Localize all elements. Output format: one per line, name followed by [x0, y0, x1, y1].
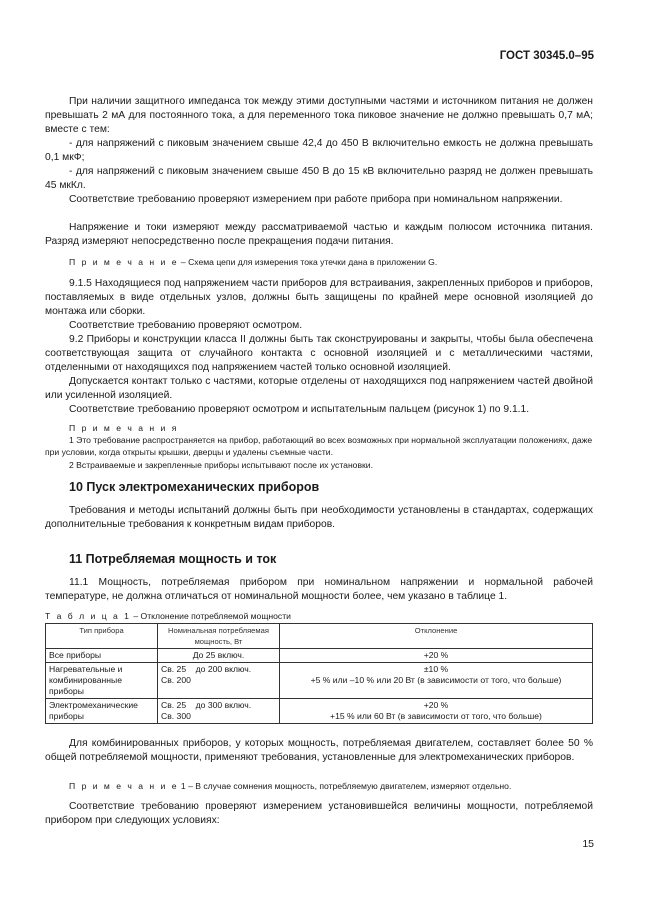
table-cell: Электромеханические приборы [46, 699, 158, 724]
note-item: 2 Встраиваемые и закрепленные приборы испытывают после их установки. [69, 460, 373, 470]
section-heading: 11 Потребляемая мощность и ток [69, 552, 277, 566]
table-caption [45, 611, 291, 621]
note-text: – Схема цепи для измерения тока утечки дана в приложении G. [178, 257, 438, 267]
paragraph: Соответствие требованию проверяют осмотром и испытательным пальцем (рисунок 1) по 9.1.1. [69, 404, 530, 415]
cell-line: ±10 % [423, 664, 449, 674]
note-item: 1 Это требование распространяется на прибор, работающий во всех возможных при нормальной эксплуатации положениях, даже при условии, когда открыты крышки, дверцы и удалены съемные части. [45, 435, 593, 458]
table-header-row [46, 624, 593, 649]
cell-line: +15 % или 60 Вт (в зависимости от того, что больше) [330, 711, 542, 721]
table-header: Номинальная потребляемая мощность, Вт [158, 624, 280, 649]
table-header: Отклонение [280, 624, 593, 649]
table-row [46, 663, 593, 699]
paragraph: Требования и методы испытаний должны быть при необходимости установлены в стандартах, содержащих дополнительные требования к конкретным видам приборов. [45, 505, 593, 531]
table-cell [158, 699, 280, 724]
table-header: Тип прибора [46, 624, 158, 649]
table-cell [158, 663, 280, 699]
paragraph: - для напряжений с пиковым значением свыше 450 В до 15 кВ включительно разряд не должен превышать 45 мкКл. [45, 166, 593, 192]
paragraph: 9.1.5 Находящиеся под напряжением части приборов для встраивания, закрепленных приборов и приборов, поставляемых в виде отдельных узлов, должны быть защищены по крайней мере основной изоляцией до монтажа или сборки. [45, 278, 593, 318]
paragraph: При наличии защитного импеданса ток между этими доступными частями и источником питания не должен превышать 2 мА для постоянного тока, а для переменного тока пиковое значение не должно превышать 0,7 мА; вместе с тем: [45, 96, 593, 136]
cell-line: Св. 300 [161, 711, 191, 721]
table-caption-label: Т а б л и ц а 1 [45, 611, 131, 621]
paragraph: Для комбинированных приборов, у которых мощность, потребляемая двигателем, составляет более 50 % общей потребляемой мощности, применяют требования, установленные для электромеханических приборов. [45, 738, 593, 764]
table-row [46, 699, 593, 724]
cell-line: Св. 25 до 300 включ. [161, 700, 252, 710]
cell-line: +5 % или –10 % или 20 Вт (в зависимости от того, что больше) [310, 675, 562, 685]
cell-line: +20 % [423, 700, 449, 710]
paragraph: Соответствие требованию проверяют измерением при работе прибора при номинальном напряжении. [69, 194, 563, 205]
cell-line: Св. 25 до 200 включ. [161, 664, 252, 674]
document-id: ГОСТ 30345.0–95 [499, 50, 594, 62]
note [45, 780, 593, 792]
note-label: П р и м е ч а н и е [69, 781, 179, 791]
paragraph: Соответствие требованию проверяют измерением установившейся величины мощности, потребляемой прибором при следующих условиях: [45, 801, 593, 827]
note [45, 256, 593, 268]
table-cell: До 25 включ. [158, 649, 280, 663]
section-heading: 10 Пуск электромеханических приборов [69, 480, 320, 494]
paragraph: - для напряжений с пиковым значением свыше 42,4 до 450 В включительно емкость не должна превышать 0,1 мкФ; [45, 138, 593, 164]
paragraph: Допускается контакт только с частями, которые отделены от находящихся под напряжением частей двойной или усиленной изоляцией. [45, 376, 593, 402]
page-number: 15 [582, 838, 594, 850]
table-cell: Все приборы [46, 649, 158, 663]
paragraph: Соответствие требованию проверяют осмотром. [69, 320, 303, 331]
paragraph: 9.2 Приборы и конструкции класса II должны быть так сконструированы и закрыты, чтобы была обеспечена соответствующая защита от случайного контакта с основной изоляцией и с металлическими частями, отделенными от находящихся под напряжением частей только основной изоляцией. [45, 334, 593, 374]
table-cell [280, 663, 593, 699]
cell-line: Св. 200 [161, 675, 191, 685]
power-deviation-table [45, 623, 593, 724]
notes-label-text: П р и м е ч а н и я [69, 423, 179, 433]
paragraph: Напряжение и токи измеряют между рассматриваемой частью и каждым полюсом источника питания. Разряд измеряют непосредственно после прекращения подачи питания. [45, 222, 593, 248]
note-text: 1 – В случае сомнения мощность, потребляемую двигателем, измеряют отдельно. [178, 781, 512, 791]
table-cell: +20 % [280, 649, 593, 663]
note-label: П р и м е ч а н и е [69, 257, 179, 267]
table-cell: Нагревательные и комбинированные приборы [46, 663, 158, 699]
table-caption-text: – Отклонение потребляемой мощности [130, 611, 291, 621]
table-row [46, 649, 593, 663]
paragraph: 11.1 Мощность, потребляемая прибором при номинальном напряжении и нормальной рабочей температуре, не должна отличаться от номинальной мощности более, чем указано в таблице 1. [45, 577, 593, 603]
notes-label [45, 422, 593, 434]
table-cell [280, 699, 593, 724]
